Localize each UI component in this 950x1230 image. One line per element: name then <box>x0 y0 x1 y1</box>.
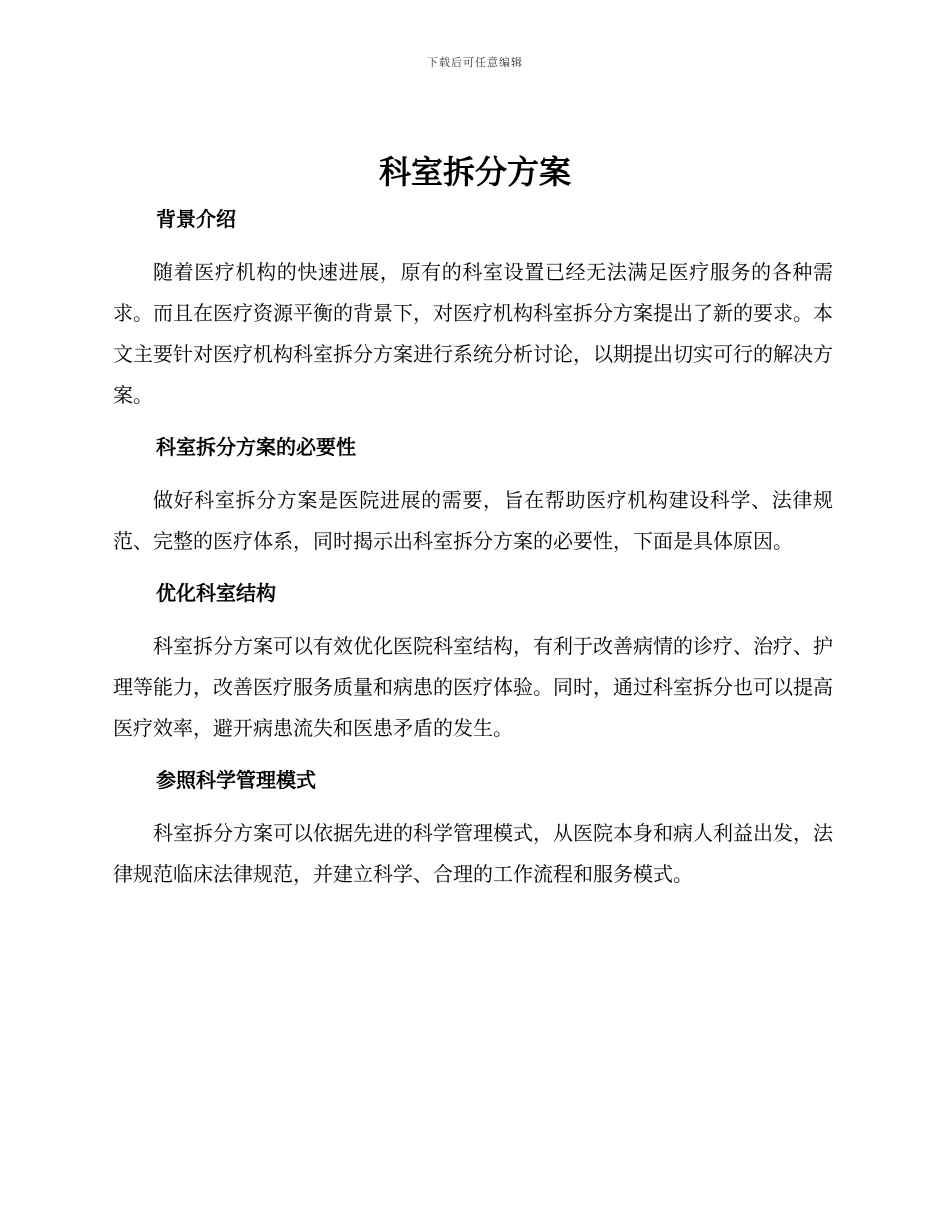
section-heading-background: 背景介绍 <box>156 207 236 231</box>
section-heading-management-model: 参照科学管理模式 <box>156 768 316 792</box>
section-heading-optimize-structure: 优化科室结构 <box>156 581 276 605</box>
section-paragraph-management-model: 科室拆分方案可以依据先进的科学管理模式，从医院本身和病人利益出发，法律规范临床法律规范，并建立科学、合理的工作流程和服务模式。 <box>113 821 833 886</box>
document-body <box>113 200 833 895</box>
section-heading-necessity: 科室拆分方案的必要性 <box>156 435 356 459</box>
section-paragraph-optimize-structure: 科室拆分方案可以有效优化医院科室结构，有利于改善病情的诊疗、治疗、护理等能力，改善医疗服务质量和病患的医疗体验。同时，通过科室拆分也可以提高医疗效率，避开病患流失和医患矛盾的发生。 <box>113 634 833 740</box>
document-title: 科室拆分方案 <box>378 153 571 191</box>
section-paragraph-necessity: 做好科室拆分方案是医院进展的需要，旨在帮助医疗机构建设科学、法律规范、完整的医疗体系，同时揭示出科室拆分方案的必要性，下面是具体原因。 <box>113 488 833 553</box>
section-paragraph-background: 随着医疗机构的快速进展，原有的科室设置已经无法满足医疗服务的各种需求。而且在医疗资源平衡的背景下，对医疗机构科室拆分方案提出了新的要求。本文主要针对医疗机构科室拆分方案进行系统分析讨论，以期提出切实可行的解决方案。 <box>113 260 833 407</box>
page-header: 下载后可任意编辑 <box>427 56 523 69</box>
